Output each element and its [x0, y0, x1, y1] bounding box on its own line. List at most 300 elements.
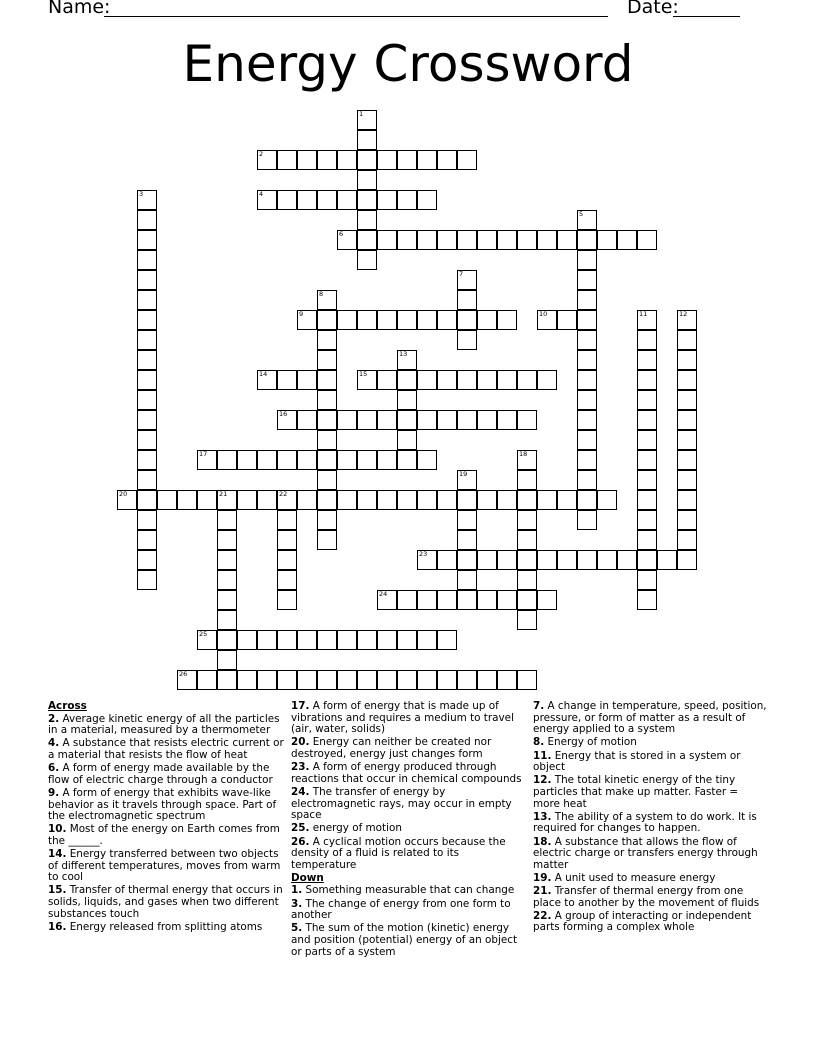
grid-cell[interactable]: [457, 670, 477, 690]
grid-cell[interactable]: [197, 450, 217, 470]
down-clue: [291, 899, 525, 922]
grid-cell[interactable]: [457, 590, 477, 610]
grid-cell[interactable]: [417, 190, 437, 210]
grid-cell[interactable]: [257, 630, 277, 650]
grid-cell[interactable]: [577, 390, 597, 410]
grid-cell[interactable]: [137, 550, 157, 570]
grid-cell[interactable]: [397, 350, 417, 370]
grid-cell[interactable]: [377, 590, 397, 610]
grid-cell[interactable]: [137, 310, 157, 330]
grid-cell[interactable]: [637, 550, 657, 570]
grid-cell[interactable]: [637, 370, 657, 390]
clue-number-label: 21.: [533, 885, 552, 898]
grid-cell[interactable]: [277, 450, 297, 470]
grid-cell[interactable]: [237, 670, 257, 690]
grid-cell[interactable]: [357, 490, 377, 510]
grid-cell[interactable]: [517, 450, 537, 470]
grid-cell[interactable]: [377, 410, 397, 430]
grid-cell[interactable]: [497, 550, 517, 570]
grid-cell[interactable]: [417, 150, 437, 170]
grid-cell[interactable]: [137, 530, 157, 550]
grid-cell[interactable]: [637, 430, 657, 450]
grid-cell[interactable]: [637, 230, 657, 250]
grid-cell[interactable]: [277, 630, 297, 650]
grid-cell[interactable]: [357, 170, 377, 190]
grid-cell[interactable]: [417, 670, 437, 690]
grid-cell[interactable]: [317, 670, 337, 690]
grid-cell[interactable]: [577, 550, 597, 570]
grid-cell[interactable]: [577, 350, 597, 370]
clue-number-label: 22.: [533, 909, 552, 922]
grid-cell[interactable]: [457, 530, 477, 550]
grid-cell[interactable]: [277, 550, 297, 570]
grid-cell[interactable]: [457, 370, 477, 390]
grid-cell[interactable]: [637, 350, 657, 370]
grid-cell[interactable]: [357, 630, 377, 650]
grid-cell[interactable]: [317, 530, 337, 550]
down-clue: [533, 873, 767, 885]
grid-cell[interactable]: [677, 470, 697, 490]
across-clue: [48, 885, 284, 920]
grid-cell[interactable]: [457, 150, 477, 170]
grid-cell[interactable]: [417, 450, 437, 470]
clue-number: 21: [219, 490, 228, 498]
grid-cell[interactable]: [557, 490, 577, 510]
grid-cell[interactable]: [317, 290, 337, 310]
grid-cell[interactable]: [577, 470, 597, 490]
clue-number: 13: [399, 350, 408, 358]
clue-text: The total kinetic energy of the tiny particles that make up matter. Faster = more heat: [533, 774, 739, 810]
grid-cell[interactable]: [417, 230, 437, 250]
grid-cell[interactable]: [517, 570, 537, 590]
grid-cell[interactable]: [257, 190, 277, 210]
grid-cell[interactable]: [677, 310, 697, 330]
grid-cell[interactable]: [577, 230, 597, 250]
grid-cell[interactable]: [397, 310, 417, 330]
grid-cell[interactable]: [537, 370, 557, 390]
grid-cell[interactable]: [437, 370, 457, 390]
grid-cell[interactable]: [177, 490, 197, 510]
grid-cell[interactable]: [357, 250, 377, 270]
grid-cell[interactable]: [277, 570, 297, 590]
grid-cell[interactable]: [297, 190, 317, 210]
grid-cell[interactable]: [337, 670, 357, 690]
grid-cell[interactable]: [357, 150, 377, 170]
grid-cell[interactable]: [137, 490, 157, 510]
grid-cell[interactable]: [217, 630, 237, 650]
clue-number: 24: [379, 590, 388, 598]
grid-cell[interactable]: [337, 450, 357, 470]
grid-cell[interactable]: [277, 510, 297, 530]
grid-cell[interactable]: [277, 530, 297, 550]
grid-cell[interactable]: [277, 410, 297, 430]
grid-cell[interactable]: [377, 190, 397, 210]
grid-cell[interactable]: [377, 230, 397, 250]
grid-cell[interactable]: [337, 630, 357, 650]
grid-cell[interactable]: [317, 390, 337, 410]
grid-cell[interactable]: [497, 410, 517, 430]
grid-cell[interactable]: [197, 490, 217, 510]
grid-cell[interactable]: [397, 590, 417, 610]
grid-cell[interactable]: [217, 650, 237, 670]
grid-cell[interactable]: [537, 230, 557, 250]
grid-cell[interactable]: [577, 250, 597, 270]
grid-cell[interactable]: [577, 510, 597, 530]
grid-cell[interactable]: [437, 150, 457, 170]
grid-cell[interactable]: [577, 370, 597, 390]
grid-cell[interactable]: [417, 590, 437, 610]
grid-cell[interactable]: [637, 450, 657, 470]
grid-cell[interactable]: [617, 230, 637, 250]
grid-cell[interactable]: [357, 110, 377, 130]
grid-cell[interactable]: [317, 450, 337, 470]
grid-cell[interactable]: [337, 150, 357, 170]
grid-cell[interactable]: [157, 490, 177, 510]
grid-cell[interactable]: [397, 390, 417, 410]
grid-cell[interactable]: [117, 490, 137, 510]
grid-cell[interactable]: [637, 530, 657, 550]
grid-cell[interactable]: [337, 190, 357, 210]
clue-number-label: 24.: [291, 785, 310, 798]
grid-cell[interactable]: [397, 150, 417, 170]
grid-cell[interactable]: [297, 150, 317, 170]
grid-cell[interactable]: [417, 410, 437, 430]
grid-cell[interactable]: [317, 190, 337, 210]
grid-cell[interactable]: [517, 590, 537, 610]
grid-cell[interactable]: [357, 310, 377, 330]
grid-cell[interactable]: [397, 630, 417, 650]
grid-cell[interactable]: [517, 410, 537, 430]
grid-cell[interactable]: [357, 190, 377, 210]
grid-cell[interactable]: [397, 670, 417, 690]
clue-number: 25: [199, 630, 208, 638]
grid-cell[interactable]: [557, 230, 577, 250]
grid-cell[interactable]: [557, 310, 577, 330]
grid-cell[interactable]: [257, 370, 277, 390]
grid-cell[interactable]: [437, 630, 457, 650]
grid-cell[interactable]: [377, 490, 397, 510]
grid-cell[interactable]: [397, 450, 417, 470]
across-clue: [291, 823, 525, 835]
grid-cell[interactable]: [357, 130, 377, 150]
grid-cell[interactable]: [377, 630, 397, 650]
grid-cell[interactable]: [677, 450, 697, 470]
grid-cell[interactable]: [317, 370, 337, 390]
grid-cell[interactable]: [577, 310, 597, 330]
grid-cell[interactable]: [577, 490, 597, 510]
clue-number: 10: [539, 310, 548, 318]
grid-cell[interactable]: [277, 490, 297, 510]
grid-cell[interactable]: [317, 330, 337, 350]
grid-cell[interactable]: [217, 510, 237, 530]
clue-text: A form of energy that exhibits wave-like behavior as it travels through space. Part of the electromagnetic spectrum: [48, 786, 277, 823]
grid-cell[interactable]: [277, 670, 297, 690]
grid-cell[interactable]: [257, 150, 277, 170]
grid-cell[interactable]: [137, 330, 157, 350]
grid-cell[interactable]: [397, 430, 417, 450]
grid-cell[interactable]: [577, 430, 597, 450]
grid-cell[interactable]: [197, 670, 217, 690]
grid-cell[interactable]: [637, 390, 657, 410]
grid-cell[interactable]: [577, 290, 597, 310]
grid-cell[interactable]: [497, 490, 517, 510]
grid-cell[interactable]: [397, 490, 417, 510]
grid-cell[interactable]: [457, 230, 477, 250]
grid-cell[interactable]: [437, 670, 457, 690]
grid-cell[interactable]: [297, 310, 317, 330]
across-list-part-1: [48, 714, 284, 934]
clue-number: 8: [319, 290, 324, 298]
grid-cell[interactable]: [637, 310, 657, 330]
grid-cell[interactable]: [257, 450, 277, 470]
grid-cell[interactable]: [637, 330, 657, 350]
grid-cell[interactable]: [337, 490, 357, 510]
grid-cell[interactable]: [217, 590, 237, 610]
grid-cell[interactable]: [577, 330, 597, 350]
grid-cell[interactable]: [317, 310, 337, 330]
grid-cell[interactable]: [297, 370, 317, 390]
grid-cell[interactable]: [417, 370, 437, 390]
down-clue: [533, 751, 767, 774]
grid-cell[interactable]: [397, 190, 417, 210]
across-clue: [291, 837, 525, 872]
grid-cell[interactable]: [357, 210, 377, 230]
grid-cell[interactable]: [517, 550, 537, 570]
grid-cell[interactable]: [677, 550, 697, 570]
grid-cell[interactable]: [637, 490, 657, 510]
grid-cell[interactable]: [497, 310, 517, 330]
clue-number: 11: [639, 310, 648, 318]
grid-cell[interactable]: [637, 470, 657, 490]
grid-cell[interactable]: [377, 150, 397, 170]
grid-cell[interactable]: [357, 450, 377, 470]
grid-cell[interactable]: [177, 670, 197, 690]
grid-cell[interactable]: [677, 510, 697, 530]
down-clue: [533, 701, 767, 736]
grid-cell[interactable]: [497, 670, 517, 690]
grid-cell[interactable]: [297, 490, 317, 510]
grid-cell[interactable]: [317, 470, 337, 490]
grid-cell[interactable]: [137, 350, 157, 370]
across-clue: [48, 788, 284, 823]
grid-cell[interactable]: [637, 410, 657, 430]
grid-cell[interactable]: [457, 410, 477, 430]
grid-cell[interactable]: [477, 590, 497, 610]
grid-cell[interactable]: [417, 630, 437, 650]
grid-cell[interactable]: [677, 350, 697, 370]
grid-cell[interactable]: [517, 230, 537, 250]
clue-number-label: 7.: [533, 700, 545, 712]
grid-cell[interactable]: [297, 630, 317, 650]
grid-cell[interactable]: [477, 370, 497, 390]
grid-cell[interactable]: [457, 490, 477, 510]
grid-cell[interactable]: [677, 330, 697, 350]
grid-cell[interactable]: [397, 370, 417, 390]
grid-cell[interactable]: [677, 410, 697, 430]
grid-cell[interactable]: [517, 530, 537, 550]
grid-cell[interactable]: [197, 630, 217, 650]
grid-cell[interactable]: [377, 670, 397, 690]
grid-cell[interactable]: [597, 230, 617, 250]
grid-cell[interactable]: [437, 310, 457, 330]
grid-cell[interactable]: [377, 370, 397, 390]
grid-cell[interactable]: [137, 290, 157, 310]
grid-cell[interactable]: [337, 230, 357, 250]
grid-cell[interactable]: [537, 490, 557, 510]
grid-cell[interactable]: [377, 310, 397, 330]
grid-cell[interactable]: [497, 590, 517, 610]
clues-column-1: [48, 701, 284, 935]
grid-cell[interactable]: [137, 410, 157, 430]
grid-cell[interactable]: [437, 490, 457, 510]
grid-cell[interactable]: [317, 350, 337, 370]
grid-cell[interactable]: [457, 330, 477, 350]
grid-cell[interactable]: [217, 450, 237, 470]
across-clue: [291, 762, 525, 785]
grid-cell[interactable]: [437, 590, 457, 610]
grid-cell[interactable]: [617, 550, 637, 570]
grid-cell[interactable]: [357, 230, 377, 250]
clue-number-label: 23.: [291, 761, 310, 774]
grid-cell[interactable]: [397, 230, 417, 250]
grid-cell[interactable]: [397, 410, 417, 430]
grid-cell[interactable]: [457, 510, 477, 530]
grid-cell[interactable]: [217, 530, 237, 550]
grid-cell[interactable]: [337, 310, 357, 330]
grid-cell[interactable]: [297, 670, 317, 690]
grid-cell[interactable]: [477, 490, 497, 510]
grid-cell[interactable]: [457, 550, 477, 570]
grid-cell[interactable]: [477, 230, 497, 250]
grid-cell[interactable]: [137, 390, 157, 410]
clue-number-label: 11.: [533, 749, 552, 762]
grid-cell[interactable]: [577, 410, 597, 430]
grid-cell[interactable]: [637, 510, 657, 530]
grid-cell[interactable]: [497, 230, 517, 250]
grid-cell[interactable]: [237, 630, 257, 650]
grid-cell[interactable]: [457, 310, 477, 330]
grid-cell[interactable]: [137, 370, 157, 390]
down-clue: [533, 812, 767, 835]
grid-cell[interactable]: [677, 370, 697, 390]
grid-cell[interactable]: [577, 270, 597, 290]
grid-cell[interactable]: [357, 410, 377, 430]
grid-cell[interactable]: [237, 450, 257, 470]
down-list-part-2: [533, 701, 767, 934]
grid-cell[interactable]: [297, 450, 317, 470]
grid-cell[interactable]: [137, 450, 157, 470]
grid-cell[interactable]: [137, 210, 157, 230]
grid-cell[interactable]: [137, 270, 157, 290]
grid-cell[interactable]: [137, 470, 157, 490]
grid-cell[interactable]: [317, 430, 337, 450]
grid-cell[interactable]: [257, 490, 277, 510]
grid-cell[interactable]: [217, 610, 237, 630]
grid-cell[interactable]: [477, 310, 497, 330]
grid-cell[interactable]: [557, 550, 577, 570]
grid-cell[interactable]: [237, 490, 257, 510]
grid-cell[interactable]: [517, 510, 537, 530]
grid-cell[interactable]: [457, 470, 477, 490]
grid-cell[interactable]: [437, 410, 457, 430]
clue-text: A form of energy that is made up of vibrations and requires a medium to travel (air, water, solids): [291, 700, 514, 736]
grid-cell[interactable]: [517, 670, 537, 690]
grid-cell[interactable]: [517, 370, 537, 390]
grid-cell[interactable]: [677, 490, 697, 510]
grid-cell[interactable]: [217, 570, 237, 590]
grid-cell[interactable]: [257, 670, 277, 690]
grid-cell[interactable]: [217, 550, 237, 570]
grid-cell[interactable]: [537, 590, 557, 610]
grid-cell[interactable]: [317, 490, 337, 510]
grid-cell[interactable]: [137, 250, 157, 270]
grid-cell[interactable]: [537, 550, 557, 570]
grid-cell[interactable]: [357, 370, 377, 390]
clue-number: 1: [359, 110, 364, 118]
grid-cell[interactable]: [417, 490, 437, 510]
grid-cell[interactable]: [137, 230, 157, 250]
grid-cell[interactable]: [457, 570, 477, 590]
grid-cell[interactable]: [457, 270, 477, 290]
grid-cell[interactable]: [677, 430, 697, 450]
grid-cell[interactable]: [137, 430, 157, 450]
grid-cell[interactable]: [137, 190, 157, 210]
grid-cell[interactable]: [477, 550, 497, 570]
grid-cell[interactable]: [417, 310, 437, 330]
grid-cell[interactable]: [517, 610, 537, 630]
grid-cell[interactable]: [277, 190, 297, 210]
grid-cell[interactable]: [217, 490, 237, 510]
grid-cell[interactable]: [277, 590, 297, 610]
grid-cell[interactable]: [657, 550, 677, 570]
grid-cell[interactable]: [137, 570, 157, 590]
grid-cell[interactable]: [377, 450, 397, 470]
grid-cell[interactable]: [437, 230, 457, 250]
grid-cell[interactable]: [277, 150, 297, 170]
grid-cell[interactable]: [317, 630, 337, 650]
grid-cell[interactable]: [217, 670, 237, 690]
grid-cell[interactable]: [457, 290, 477, 310]
grid-cell[interactable]: [477, 410, 497, 430]
grid-cell[interactable]: [597, 550, 617, 570]
grid-cell[interactable]: [317, 510, 337, 530]
grid-cell[interactable]: [337, 410, 357, 430]
grid-cell[interactable]: [437, 550, 457, 570]
grid-cell[interactable]: [517, 490, 537, 510]
clue-number-label: 25.: [291, 822, 310, 835]
grid-cell[interactable]: [677, 530, 697, 550]
grid-cell[interactable]: [637, 590, 657, 610]
grid-cell[interactable]: [577, 450, 597, 470]
grid-cell[interactable]: [577, 210, 597, 230]
clue-number-label: 1.: [291, 884, 303, 897]
grid-cell[interactable]: [597, 490, 617, 510]
grid-cell[interactable]: [317, 410, 337, 430]
grid-cell[interactable]: [677, 390, 697, 410]
grid-cell[interactable]: [637, 570, 657, 590]
grid-cell[interactable]: [357, 670, 377, 690]
grid-cell[interactable]: [477, 670, 497, 690]
grid-cell[interactable]: [517, 470, 537, 490]
grid-cell[interactable]: [497, 370, 517, 390]
down-clue: [533, 886, 767, 909]
grid-cell[interactable]: [277, 370, 297, 390]
grid-cell[interactable]: [317, 150, 337, 170]
grid-cell[interactable]: [537, 310, 557, 330]
grid-cell[interactable]: [417, 550, 437, 570]
grid-cell[interactable]: [297, 410, 317, 430]
grid-cell[interactable]: [137, 510, 157, 530]
